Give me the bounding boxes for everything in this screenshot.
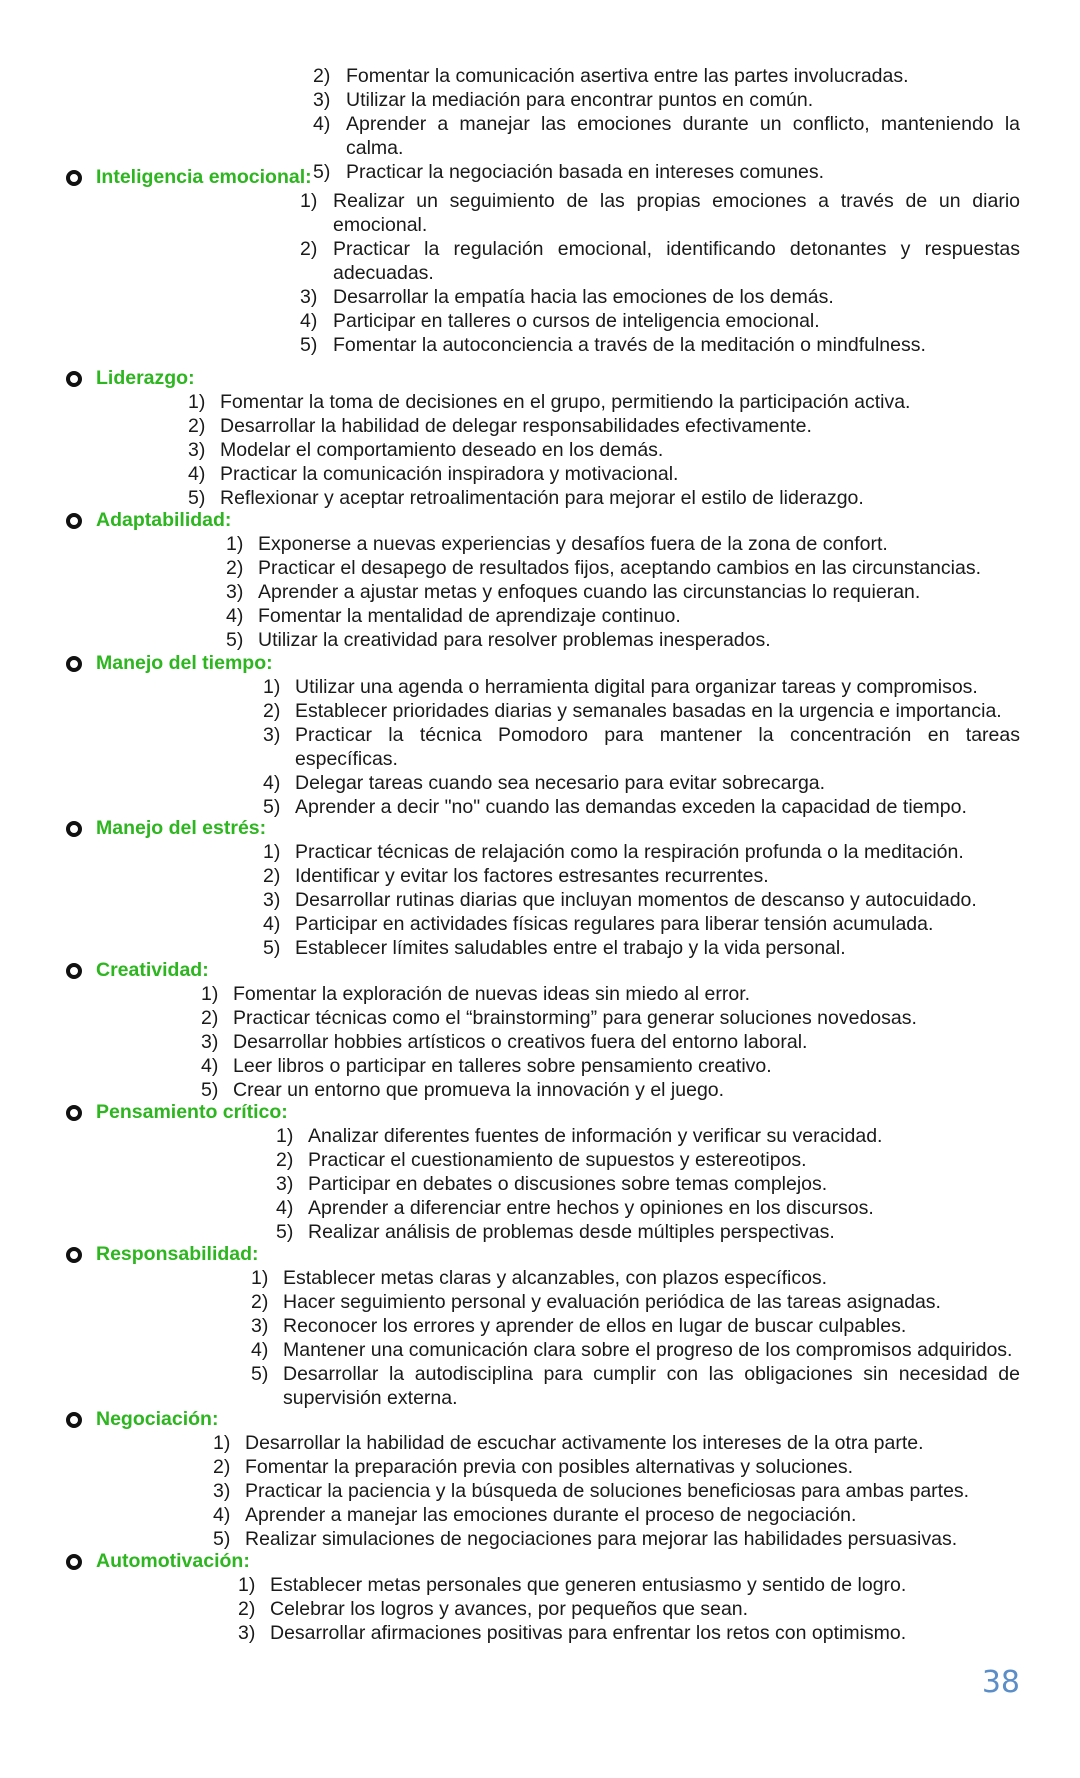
- list-item-text: Aprender a decir "no" cuando las demandas exceden la capacidad de tiempo.: [295, 796, 967, 818]
- section-heading: [96, 1549, 250, 1573]
- section-list: [0, 189, 1080, 357]
- section-heading: [96, 366, 195, 390]
- list-item: [226, 628, 1020, 652]
- list-item-number: 4): [313, 113, 331, 135]
- section-heading: [96, 1407, 218, 1431]
- section-heading: [96, 165, 312, 189]
- list-item-number: 1): [201, 983, 219, 1005]
- section-title: Manejo del estrés:: [96, 817, 267, 839]
- list-item: [188, 438, 1020, 462]
- list-item-number: 4): [263, 772, 281, 794]
- list-item-text: Desarrollar rutinas diarias que incluyan momentos de descanso y autocuidado.: [295, 889, 977, 911]
- list-item: [263, 888, 1020, 912]
- list-item: [201, 1030, 1020, 1054]
- list-item-text: Aprender a ajustar metas y enfoques cuando las circunstancias lo requieran.: [258, 581, 921, 603]
- list-item: [213, 1455, 1020, 1479]
- list-item-number: 2): [263, 700, 281, 722]
- list-item: [213, 1431, 1020, 1455]
- section-heading: [96, 816, 266, 840]
- list-item: [238, 1573, 1020, 1597]
- list-item-text: Mantener una comunicación clara sobre el progreso de los compromisos adquiridos.: [283, 1339, 1013, 1361]
- list-item: [263, 864, 1020, 888]
- list-item: [238, 1621, 1020, 1645]
- list-item-number: 2): [201, 1007, 219, 1029]
- list-item: [263, 699, 1020, 723]
- list-item: [251, 1338, 1020, 1362]
- list-item-text: Practicar técnicas como el “brainstorming” para generar soluciones novedosas.: [233, 1007, 917, 1029]
- list-item: [213, 1479, 1020, 1503]
- list-item-number: 2): [226, 557, 244, 579]
- list-item-number: 1): [226, 533, 244, 555]
- list-item: [201, 1006, 1020, 1030]
- circle-bullet-icon: [66, 1554, 82, 1570]
- list-item: [251, 1362, 1020, 1410]
- list-item-number: 3): [300, 286, 318, 308]
- list-item-text: Analizar diferentes fuentes de información y verificar su veracidad.: [308, 1125, 883, 1147]
- list-item-text: Desarrollar afirmaciones positivas para enfrentar los retos con optimismo.: [270, 1622, 907, 1644]
- list-item-text: Desarrollar la autodisciplina para cumplir con las obligaciones sin necesidad de supervisión externa.: [283, 1363, 1020, 1409]
- list-item-number: 1): [213, 1432, 231, 1454]
- list-item-number: 1): [238, 1574, 256, 1596]
- list-item-number: 1): [276, 1125, 294, 1147]
- list-item: [263, 723, 1020, 771]
- list-item-number: 5): [276, 1221, 294, 1243]
- list-item-text: Establecer prioridades diarias y semanales basadas en la urgencia e importancia.: [295, 700, 1002, 722]
- list-item: [226, 532, 1020, 556]
- circle-bullet-icon: [66, 170, 82, 186]
- list-item-number: 5): [263, 796, 281, 818]
- section-list: [0, 982, 1080, 1102]
- section-title: Negociación:: [96, 1408, 219, 1430]
- list-item-number: 3): [263, 724, 281, 746]
- list-item: [313, 64, 1020, 88]
- list-item-number: 3): [251, 1315, 269, 1337]
- list-item-number: 2): [276, 1149, 294, 1171]
- section-heading: [96, 958, 209, 982]
- list-item-number: 5): [188, 487, 206, 509]
- circle-bullet-icon: [66, 513, 82, 529]
- section-title: Responsabilidad:: [96, 1243, 259, 1265]
- list-item-number: 3): [263, 889, 281, 911]
- list-item-number: 1): [251, 1267, 269, 1289]
- list-item-text: Practicar la paciencia y la búsqueda de soluciones beneficiosas para ambas partes.: [245, 1480, 970, 1502]
- list-item-number: 4): [226, 605, 244, 627]
- list-item: [251, 1290, 1020, 1314]
- list-item-text: Fomentar la autoconciencia a través de la meditación o mindfulness.: [333, 334, 926, 356]
- list-item-number: 4): [263, 913, 281, 935]
- list-item-number: 3): [238, 1622, 256, 1644]
- circle-bullet-icon: [66, 1412, 82, 1428]
- list-item-number: 4): [276, 1197, 294, 1219]
- list-item-number: 5): [263, 937, 281, 959]
- list-item-text: Realizar análisis de problemas desde múltiples perspectivas.: [308, 1221, 835, 1243]
- list-item-number: 3): [213, 1480, 231, 1502]
- list-item-number: 2): [300, 238, 318, 260]
- list-item-number: 3): [201, 1031, 219, 1053]
- section-title: Manejo del tiempo:: [96, 652, 273, 674]
- list-item: [276, 1124, 1020, 1148]
- list-item-text: Establecer metas personales que generen entusiasmo y sentido de logro.: [270, 1574, 907, 1596]
- section-title: Creatividad:: [96, 959, 209, 981]
- section-list: [0, 675, 1080, 819]
- list-item: [251, 1314, 1020, 1338]
- list-item: [300, 237, 1020, 285]
- list-item-text: Fomentar la toma de decisiones en el grupo, permitiendo la participación activa.: [220, 391, 911, 413]
- list-item: [300, 309, 1020, 333]
- list-item-text: Desarrollar hobbies artísticos o creativos fuera del entorno laboral.: [233, 1031, 808, 1053]
- list-item: [226, 556, 1020, 580]
- list-item-text: Fomentar la preparación previa con posibles alternativas y soluciones.: [245, 1456, 854, 1478]
- list-item: [263, 771, 1020, 795]
- list-item-number: 3): [313, 89, 331, 111]
- list-item-number: 4): [213, 1504, 231, 1526]
- circle-bullet-icon: [66, 821, 82, 837]
- list-item-text: Realizar un seguimiento de las propias emociones a través de un diario emocional.: [333, 190, 1020, 236]
- list-item-text: Exponerse a nuevas experiencias y desafíos fuera de la zona de confort.: [258, 533, 888, 555]
- list-item-text: Utilizar la creatividad para resolver problemas inesperados.: [258, 629, 771, 651]
- list-item: [300, 189, 1020, 237]
- list-item-text: Participar en talleres o cursos de inteligencia emocional.: [333, 310, 820, 332]
- section-heading: [96, 508, 231, 532]
- list-item-text: Practicar la regulación emocional, identificando detonantes y respuestas adecuadas.: [333, 238, 1020, 284]
- list-item-number: 2): [213, 1456, 231, 1478]
- list-item: [188, 414, 1020, 438]
- list-item: [201, 1054, 1020, 1078]
- list-item-number: 2): [188, 415, 206, 437]
- list-item-text: Fomentar la mentalidad de aprendizaje continuo.: [258, 605, 681, 627]
- list-item-text: Modelar el comportamiento deseado en los demás.: [220, 439, 664, 461]
- list-item: [300, 285, 1020, 309]
- list-item-text: Aprender a manejar las emociones durante un conflicto, manteniendo la calma.: [346, 113, 1020, 159]
- list-item-number: 5): [226, 629, 244, 651]
- list-item-text: Utilizar la mediación para encontrar puntos en común.: [346, 89, 814, 111]
- list-item: [263, 795, 1020, 819]
- list-item-number: 2): [313, 65, 331, 87]
- list-item-number: 1): [263, 841, 281, 863]
- section-list: [0, 1266, 1080, 1410]
- list-item-text: Fomentar la comunicación asertiva entre las partes involucradas.: [346, 65, 909, 87]
- list-item-text: Establecer límites saludables entre el trabajo y la vida personal.: [295, 937, 846, 959]
- list-item-text: Aprender a manejar las emociones durante el proceso de negociación.: [245, 1504, 857, 1526]
- list-item-number: 4): [201, 1055, 219, 1077]
- section-list: [0, 390, 1080, 510]
- list-item-number: 5): [251, 1363, 269, 1385]
- section-list: [0, 1573, 1080, 1645]
- list-item-number: 4): [251, 1339, 269, 1361]
- section-list: [0, 1124, 1080, 1244]
- list-item-text: Practicar la comunicación inspiradora y motivacional.: [220, 463, 679, 485]
- section-title: Pensamiento crítico:: [96, 1101, 288, 1123]
- list-item: [188, 462, 1020, 486]
- list-item-number: 5): [201, 1079, 219, 1101]
- list-item: [313, 160, 1020, 184]
- list-item: [263, 675, 1020, 699]
- list-item-text: Establecer metas claras y alcanzables, con plazos específicos.: [283, 1267, 828, 1289]
- list-item-text: Crear un entorno que promueva la innovación y el juego.: [233, 1079, 725, 1101]
- list-item: [263, 912, 1020, 936]
- section-title: Automotivación:: [96, 1550, 250, 1572]
- section-title: Inteligencia emocional:: [96, 166, 312, 188]
- list-item-text: Utilizar una agenda o herramienta digital para organizar tareas y compromisos.: [295, 676, 978, 698]
- list-item: [300, 333, 1020, 357]
- list-item-text: Hacer seguimiento personal y evaluación periódica de las tareas asignadas.: [283, 1291, 941, 1313]
- list-item-number: 3): [276, 1173, 294, 1195]
- section-heading: [96, 1242, 259, 1266]
- page-number: 38: [981, 1665, 1020, 1700]
- list-item-text: Leer libros o participar en talleres sobre pensamiento creativo.: [233, 1055, 772, 1077]
- list-item: [313, 88, 1020, 112]
- list-item-text: Practicar el desapego de resultados fijos, aceptando cambios en las circunstancias.: [258, 557, 981, 579]
- list-item-number: 5): [313, 161, 331, 183]
- circle-bullet-icon: [66, 371, 82, 387]
- list-item: [201, 982, 1020, 1006]
- list-item-number: 1): [188, 391, 206, 413]
- circle-bullet-icon: [66, 1247, 82, 1263]
- list-item-number: 2): [251, 1291, 269, 1313]
- circle-bullet-icon: [66, 1105, 82, 1121]
- list-item: [188, 486, 1020, 510]
- list-item-text: Practicar la técnica Pomodoro para mantener la concentración en tareas específicas.: [295, 724, 1020, 770]
- list-item-text: Reconocer los errores y aprender de ellos en lugar de buscar culpables.: [283, 1315, 907, 1337]
- list-item-number: 1): [300, 190, 318, 212]
- list-item: [226, 580, 1020, 604]
- list-item: [226, 604, 1020, 628]
- list-item-text: Realizar simulaciones de negociaciones para mejorar las habilidades persuasivas.: [245, 1528, 958, 1550]
- list-item-text: Celebrar los logros y avances, por pequeños que sean.: [270, 1598, 749, 1620]
- list-item: [201, 1078, 1020, 1102]
- list-item-number: 4): [188, 463, 206, 485]
- list-item: [213, 1527, 1020, 1551]
- section-title: Adaptabilidad:: [96, 509, 232, 531]
- section-title: Liderazgo:: [96, 367, 195, 389]
- list-item-text: Aprender a diferenciar entre hechos y opiniones en los discursos.: [308, 1197, 874, 1219]
- list-item-text: Desarrollar la habilidad de delegar responsabilidades efectivamente.: [220, 415, 812, 437]
- section-list: [0, 532, 1080, 652]
- list-item-text: Desarrollar la habilidad de escuchar activamente los intereses de la otra parte.: [245, 1432, 924, 1454]
- list-item-number: 5): [213, 1528, 231, 1550]
- circle-bullet-icon: [66, 656, 82, 672]
- list-item-text: Desarrollar la empatía hacia las emociones de los demás.: [333, 286, 834, 308]
- section-list: [0, 840, 1080, 960]
- circle-bullet-icon: [66, 963, 82, 979]
- list-item-text: Reflexionar y aceptar retroalimentación para mejorar el estilo de liderazgo.: [220, 487, 864, 509]
- list-item: [188, 390, 1020, 414]
- list-item-text: Practicar técnicas de relajación como la respiración profunda o la meditación.: [295, 841, 964, 863]
- list-item-number: 2): [263, 865, 281, 887]
- list-item-number: 1): [263, 676, 281, 698]
- list-item-number: 2): [238, 1598, 256, 1620]
- list-item: [263, 840, 1020, 864]
- list-item: [213, 1503, 1020, 1527]
- list-item-text: Practicar la negociación basada en intereses comunes.: [346, 161, 825, 183]
- list-item-number: 3): [226, 581, 244, 603]
- list-item-text: Practicar el cuestionamiento de supuestos y estereotipos.: [308, 1149, 807, 1171]
- list-item-number: 3): [188, 439, 206, 461]
- list-item: [276, 1220, 1020, 1244]
- list-item: [276, 1196, 1020, 1220]
- list-item-number: 4): [300, 310, 318, 332]
- list-item: [251, 1266, 1020, 1290]
- list-item: [276, 1172, 1020, 1196]
- list-item-text: Identificar y evitar los factores estresantes recurrentes.: [295, 865, 769, 887]
- section-heading: [96, 1100, 288, 1124]
- list-item-text: Participar en debates o discusiones sobre temas complejos.: [308, 1173, 828, 1195]
- list-item-text: Participar en actividades físicas regulares para liberar tensión acumulada.: [295, 913, 934, 935]
- list-item-number: 5): [300, 334, 318, 356]
- list-item: [238, 1597, 1020, 1621]
- list-item-text: Delegar tareas cuando sea necesario para evitar sobrecarga.: [295, 772, 826, 794]
- section-heading: [96, 651, 273, 675]
- list-item: [263, 936, 1020, 960]
- section-list: [0, 1431, 1080, 1551]
- list-item-text: Fomentar la exploración de nuevas ideas sin miedo al error.: [233, 983, 751, 1005]
- list-item: [276, 1148, 1020, 1172]
- list-item: [313, 112, 1020, 160]
